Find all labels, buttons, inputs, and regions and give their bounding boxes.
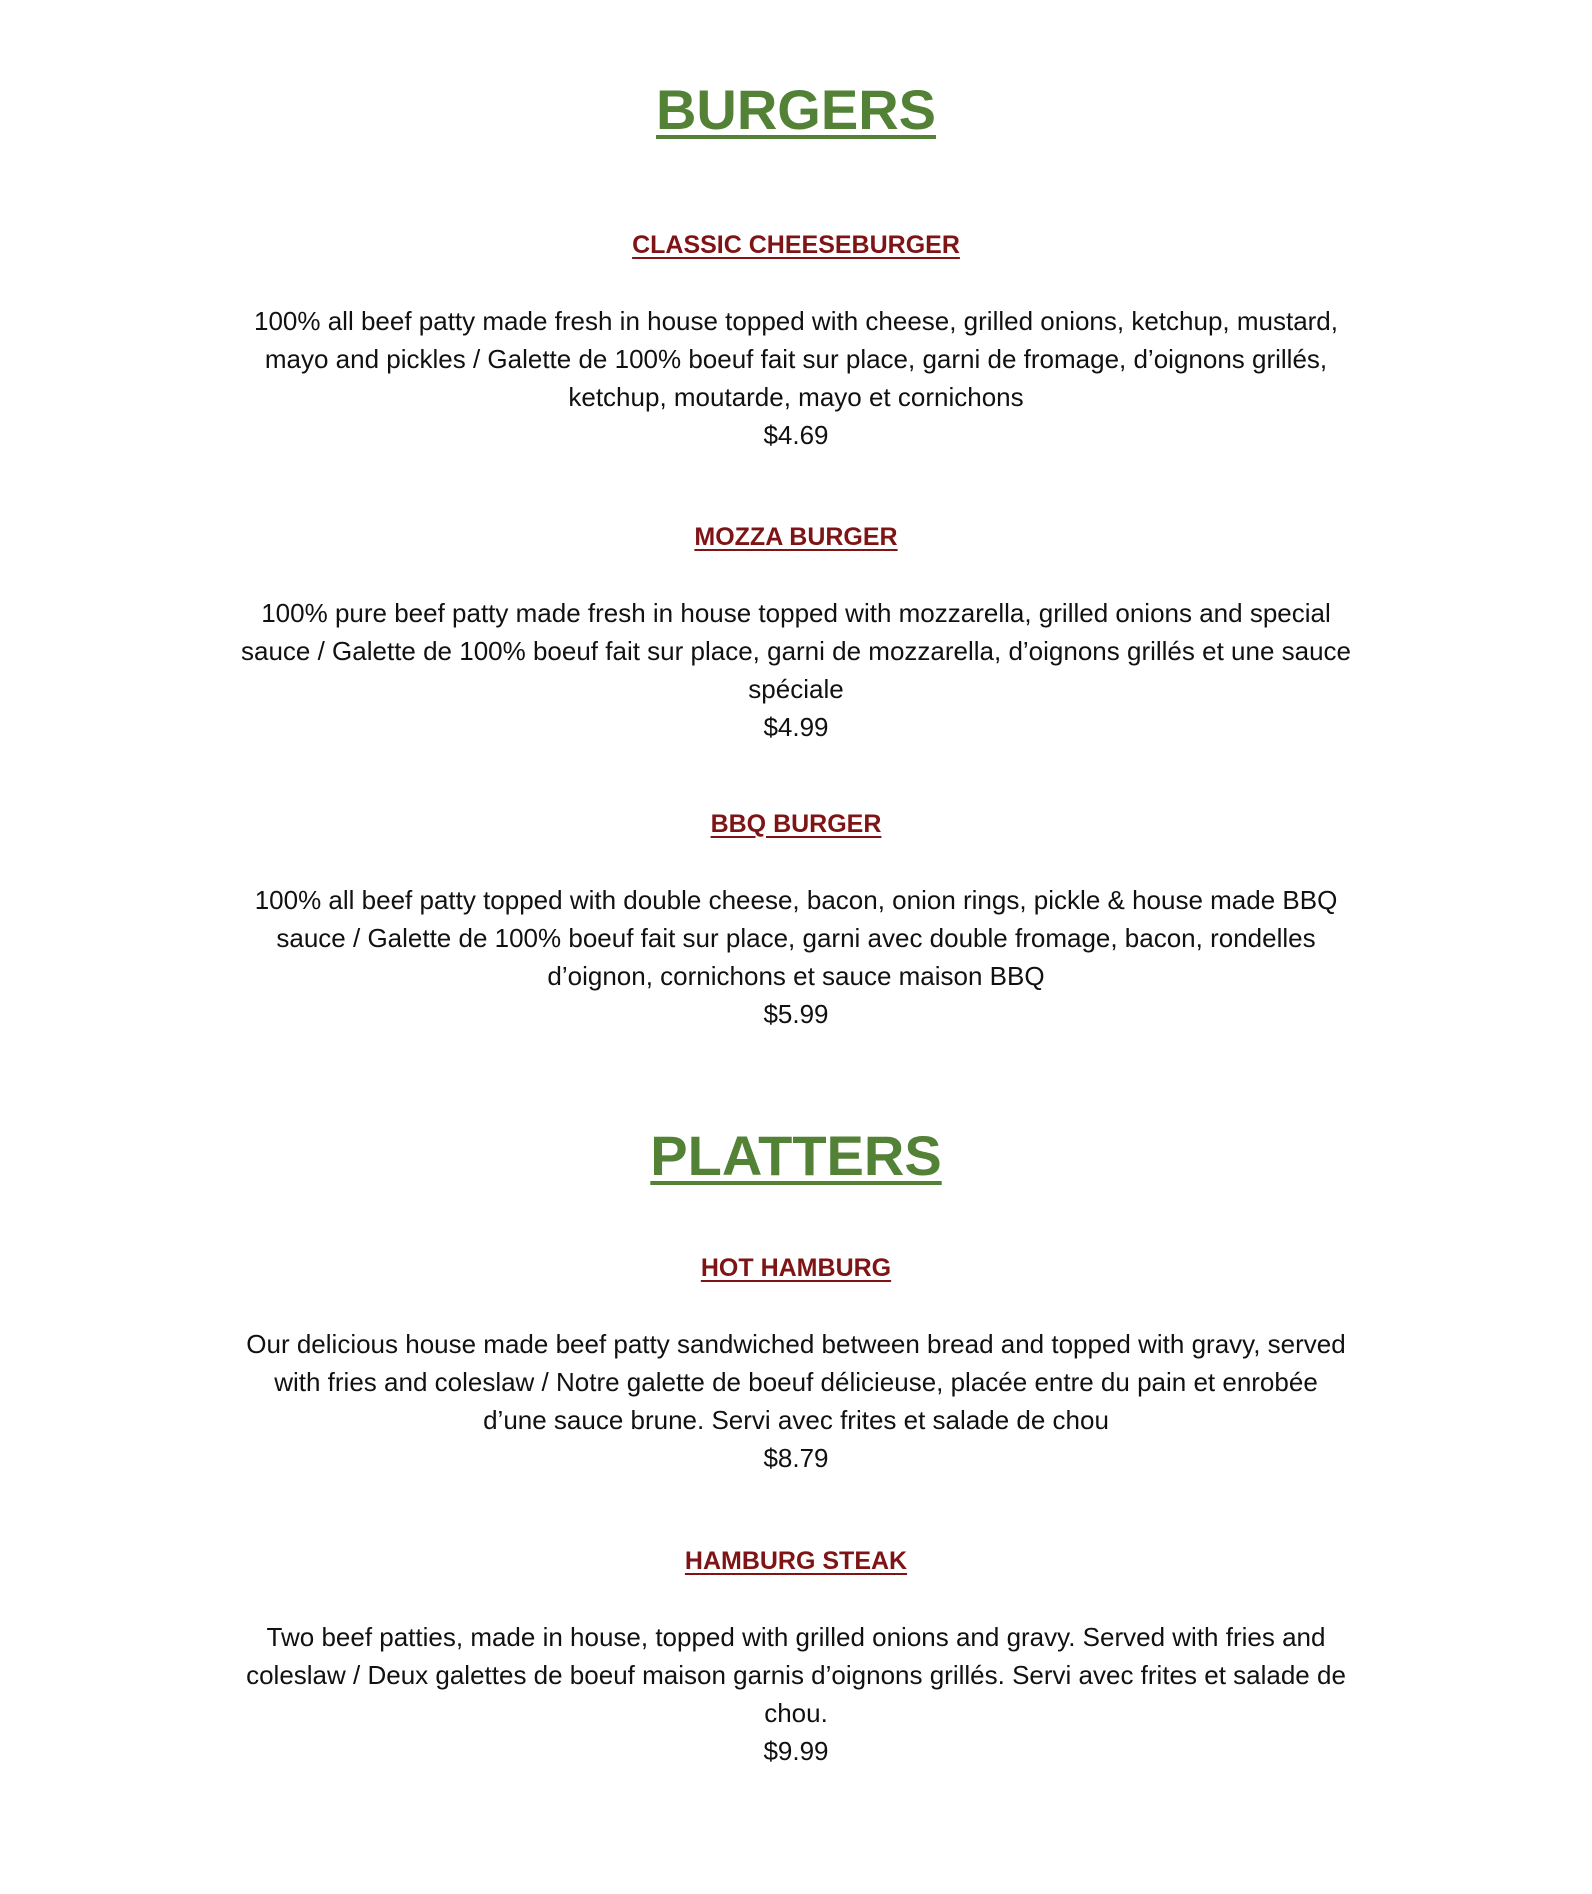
item-price: $8.79 [763, 1443, 829, 1473]
item-description: Two beef patties, made in house, topped with grilled onions and gravy. Served with fries and coleslaw / Deux galettes de boeuf maison garnis d’oignons grillés. Servi avec frites et salade de chou. [246, 1622, 1346, 1728]
item-name: HOT HAMBURG [700, 1254, 892, 1282]
item-name: CLASSIC CHEESEBURGER [632, 231, 960, 259]
section-title-text: BURGERS [655, 78, 937, 141]
section-title-text: PLATTERS [650, 1124, 942, 1187]
item-description: 100% pure beef patty made fresh in house topped with mozzarella, grilled onions and special sauce / Galette de 100% boeuf fait sur place, garni de mozzarella, d’oignons grillés et une sauce spéciale [241, 598, 1352, 704]
menu-item-bbq-burger [0, 807, 1592, 1033]
item-price: $4.69 [763, 420, 829, 450]
item-price: $5.99 [763, 999, 829, 1029]
item-name: BBQ BURGER [710, 810, 882, 838]
item-price: $9.99 [763, 1736, 829, 1766]
item-description: Our delicious house made beef patty sandwiched between bread and topped with gravy, served with fries and coleslaw / Notre galette de boeuf délicieuse, placée entre du pain et enrobée d’une sauce brune. Servi avec frites et salade de chou [246, 1329, 1346, 1435]
menu-item-hot-hamburg [0, 1251, 1592, 1477]
menu-item-classic-cheeseburger [0, 228, 1592, 454]
item-description: 100% all beef patty made fresh in house topped with cheese, grilled onions, ketchup, mustard, mayo and pickles / Galette de 100% boeuf fait sur place, garni de fromage, d’oignons grillés, ketchup, moutarde, mayo et cornichons [254, 306, 1338, 412]
section-title-burgers [0, 78, 1592, 142]
section-title-platters [0, 1124, 1592, 1188]
item-description: 100% all beef patty topped with double cheese, bacon, onion rings, pickle & house made BBQ sauce / Galette de 100% boeuf fait sur place, garni avec double fromage, bacon, rondelles d’oignon, cornichons et sauce maison BBQ [254, 885, 1338, 991]
item-name: MOZZA BURGER [694, 523, 898, 551]
menu-item-mozza-burger [0, 520, 1592, 746]
item-price: $4.99 [763, 712, 829, 742]
item-name: HAMBURG STEAK [684, 1547, 908, 1575]
menu-item-hamburg-steak [0, 1544, 1592, 1770]
